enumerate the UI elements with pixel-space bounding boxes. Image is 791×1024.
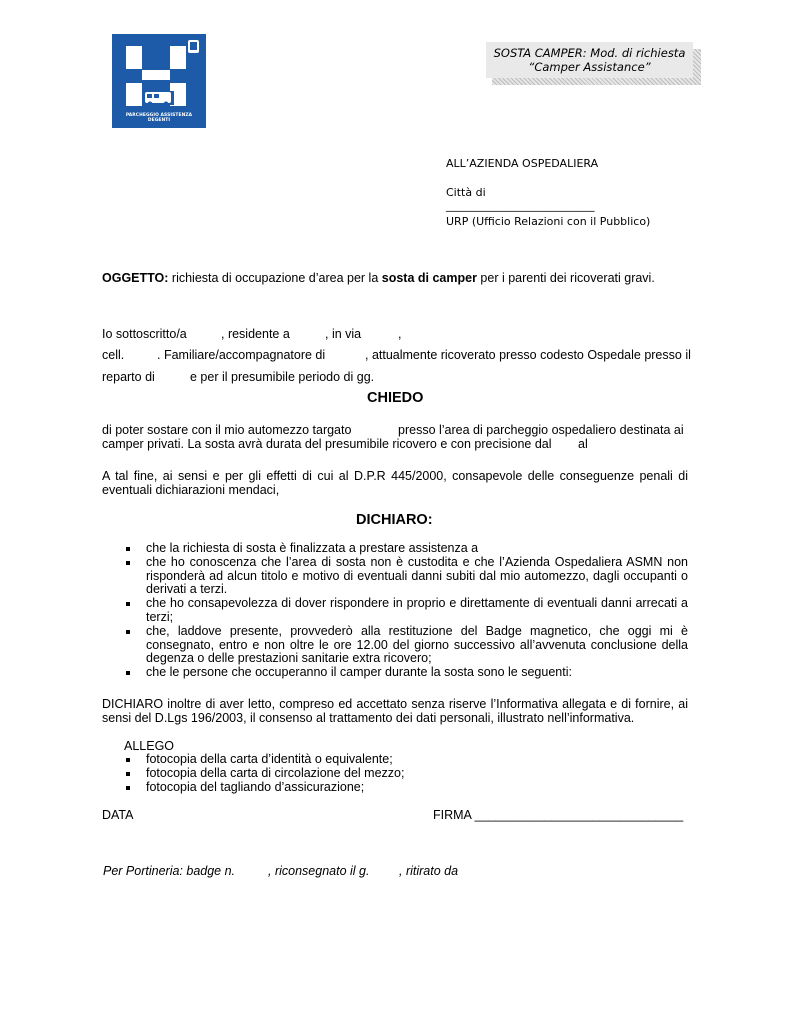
dichiaro-item: che le persone che occuperanno il camper durante la sosta sono le seguenti: bbox=[124, 666, 688, 680]
parking-logo bbox=[112, 34, 206, 128]
form-title: SOSTA CAMPER: Mod. di richiesta bbox=[493, 46, 686, 60]
allego-item: fotocopia del tagliando d’assicurazione; bbox=[124, 781, 524, 795]
dichiaro-item: che ho conoscenza che l’area di sosta non è custodita e che l’Azienda Ospedaliera ASMN non risponderà ad alcun titolo e motivo di eventuali danni subiti dal mio automezzo, dagli occupanti o derivati a terzi. bbox=[124, 556, 688, 597]
subject-bold: sosta di camper bbox=[381, 271, 477, 285]
subject-text-after: per i parenti dei ricoverati gravi. bbox=[476, 271, 655, 285]
form-subtitle: “Camper Assistance” bbox=[528, 60, 651, 74]
dichiaro-item: che, laddove presente, provvederò alla restituzione del Badge magnetico, che oggi mi è consegnato, entro e non oltre le ore 12.00 del giorno successivo all’avvenuta conclusione della degenza o delle prestazioni sanitarie extra ricovero; bbox=[124, 625, 688, 666]
declarant-name-label: Io sottoscritto/a bbox=[102, 327, 187, 341]
chiedo-area-label: presso l’area di parcheggio ospedaliero destinata ai bbox=[398, 423, 684, 437]
chiedo-to-label: al bbox=[578, 437, 588, 451]
chiedo-from-label: camper privati. La sosta avrà durata del presumibile ricovero e con precisione dal bbox=[102, 437, 552, 451]
allego-item: fotocopia della carta d’identità o equivalente; bbox=[124, 753, 524, 767]
signature-label: FIRMA ______________________________ bbox=[433, 808, 684, 822]
declarant-street-label: , in via bbox=[325, 327, 362, 341]
declarant-relative-label: . Familiare/accompagnatore di bbox=[157, 348, 326, 362]
privacy-text: DICHIARO inoltre di aver letto, compreso ed accettato senza riserve l’Informativa allegata e di fornire, ai sensi del D.Lgs 196/2003, il consenso al trattamento dei dati personali, illustrato nell’informativa. bbox=[102, 697, 688, 725]
form-header-box bbox=[486, 42, 693, 78]
porter-collected-label: , ritirato da bbox=[399, 864, 459, 878]
declarant-ward-label: reparto di bbox=[102, 370, 155, 384]
allego-item: fotocopia della carta di circolazione del mezzo; bbox=[124, 767, 524, 781]
addressee-city-blank: ___________________________ bbox=[446, 199, 595, 212]
preamble-text: A tal fine, ai sensi e per gli effetti di cui al D.P.R 445/2000, consapevole delle conseguenze penali di eventuali dichiarazioni mendaci, bbox=[102, 469, 688, 497]
subject-line bbox=[102, 271, 688, 285]
dichiaro-item: che la richiesta di sosta è finalizzata a prestare assistenza a bbox=[124, 542, 688, 556]
subject-text-before: richiesta di occupazione d’area per la bbox=[168, 271, 382, 285]
declarant-comma: , bbox=[398, 327, 402, 341]
declarant-hospital-label: , attualmente ricoverato presso codesto Ospedale presso il bbox=[365, 348, 691, 362]
dichiaro-list bbox=[124, 542, 688, 680]
declarant-period-label: e per il presumibile periodo di gg. bbox=[190, 370, 375, 384]
date-label: DATA bbox=[102, 808, 134, 822]
allego-title: ALLEGO bbox=[124, 739, 175, 753]
porter-return-label: , riconsegnato il g. bbox=[268, 864, 370, 878]
allego-list bbox=[124, 753, 524, 794]
subject-label: OGGETTO: bbox=[102, 271, 169, 285]
dichiaro-title: DICHIARO: bbox=[356, 512, 433, 528]
dichiaro-item: che ho consapevolezza di dover rispondere in proprio e direttamente di eventuali danni arrecati a terzi; bbox=[124, 597, 688, 625]
declarant-residence-label: , residente a bbox=[221, 327, 290, 341]
addressee-urp: URP (Ufficio Relazioni con il Pubblico) bbox=[446, 215, 651, 228]
logo-caption: PARCHEGGIO ASSISTENZA DEGENTI bbox=[125, 113, 193, 123]
porter-badge-label: Per Portineria: badge n. bbox=[103, 864, 236, 878]
declarant-phone-label: cell. bbox=[102, 348, 125, 362]
addressee-line1: ALL’AZIENDA OSPEDALIERA bbox=[446, 157, 599, 170]
chiedo-title: CHIEDO bbox=[367, 390, 424, 406]
addressee-city: Città di bbox=[446, 186, 486, 199]
chiedo-plate-label: di poter sostare con il mio automezzo targato bbox=[102, 423, 352, 437]
